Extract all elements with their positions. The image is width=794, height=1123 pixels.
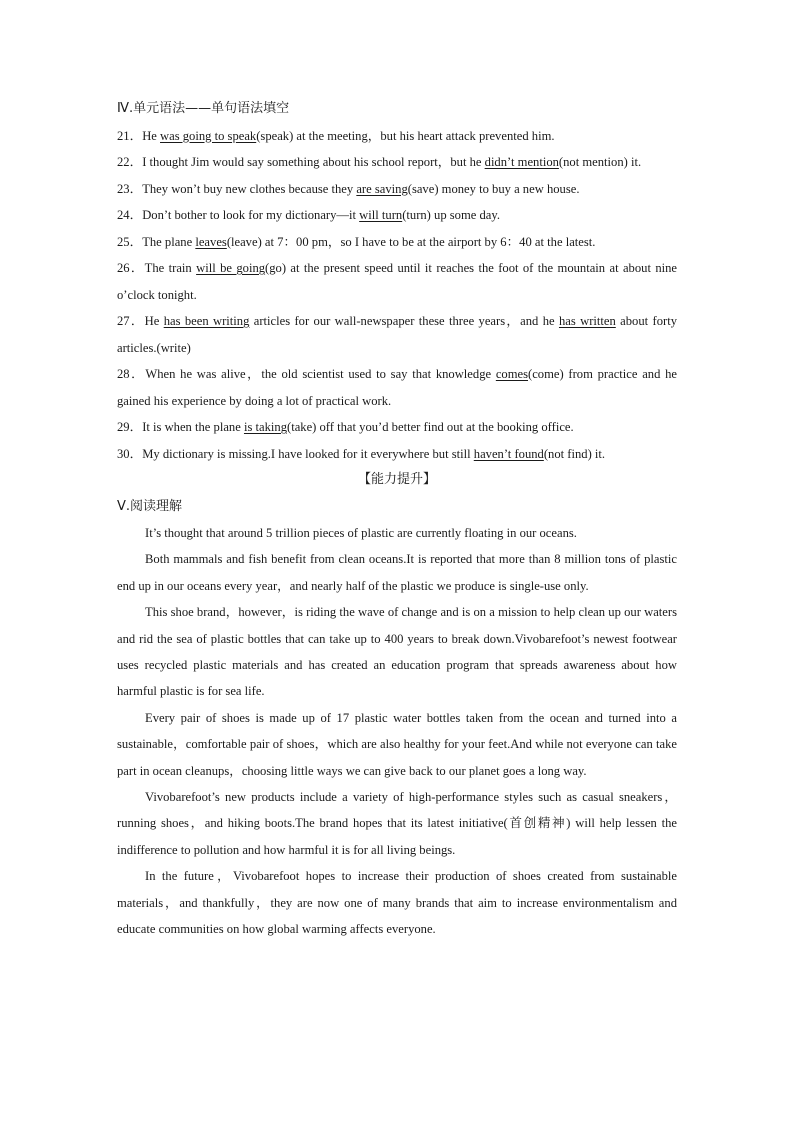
question-number: 30． <box>117 446 143 461</box>
reading-paragraph-3: This shoe brand，however，is riding the wave of change and is on a mission to help clean up our waters and rid the sea of plastic bottles that can take up to 400 years to break down.Vivobarefoot’s newest footwear uses recycled plastic materials and has created an education program that spreads awareness about how harmful plastic is for sea life. <box>117 605 677 699</box>
question-text: My dictionary is missing.I have looked for it everywhere but still <box>142 446 474 461</box>
answer: leaves <box>195 234 227 249</box>
question-number: 23． <box>117 181 143 196</box>
question-text: (save) money to buy a new house. <box>407 181 580 196</box>
question-number: 22． <box>117 155 143 169</box>
question-text: (not find) it. <box>543 446 606 461</box>
question-text: about forty articles.(write) <box>117 314 677 355</box>
question-text: (speak) at the meeting，but his heart attack prevented him. <box>256 128 555 143</box>
question-text: The plane <box>142 234 196 249</box>
question-number: 27． <box>117 314 145 328</box>
answer: is taking <box>243 420 287 434</box>
question-text: (go) at the present speed until it reaches the foot of the mountain at about nine o’clock tonight. <box>117 261 678 302</box>
question-text: He <box>144 314 164 328</box>
question-22 <box>117 149 677 176</box>
reading-paragraph-5: Vivobarefoot’s new products include a variety of high-performance styles such as casual sneakers，running shoes，and hiking boots.The brand hopes that its latest initiative(首创精神) will help lessen the indifference to pollution and how harmful it is for all living beings. <box>117 790 677 857</box>
question-text: (turn) up some day. <box>402 208 501 222</box>
question-text: When he was alive，the old scientist used to say that knowledge <box>145 367 496 381</box>
question-27 <box>117 308 677 361</box>
question-text: (not mention) it. <box>558 155 642 169</box>
reading-paragraph-6: In the future，Vivobarefoot hopes to increase their production of shoes created from sustainable materials，and thankfully，they are now one of many brands that aim to increase environmentalism and educate communities on how global warming affects everyone. <box>117 869 677 937</box>
section-5-title: Ⅴ.阅读理解 <box>117 498 183 514</box>
answer: haven’t found <box>473 446 544 461</box>
question-24 <box>117 202 677 229</box>
answer: didn’t mention <box>484 155 559 169</box>
answer: has written <box>558 314 616 328</box>
section-4-title: Ⅳ.单元语法——单句语法填空 <box>117 101 290 116</box>
question-text: (take) off that you’d better find out at the booking office. <box>287 420 574 434</box>
reading-paragraph-4: Every pair of shoes is made up of 17 plastic water bottles taken from the ocean and turned into a sustainable，comfortable pair of shoes，which are also healthy for your feet.And while not everyone can take part in ocean cleanups，choosing little ways we can give back to our planet goes a long way. <box>117 710 677 778</box>
question-text: He <box>142 128 161 143</box>
question-number: 26． <box>117 261 145 275</box>
question-text: The train <box>144 261 197 275</box>
reading-paragraph-1: It’s thought that around 5 trillion pieces of plastic are currently floating in our oceans. <box>145 526 577 540</box>
ability-heading: 【能力提升】 <box>357 472 436 487</box>
question-number: 21． <box>117 128 143 143</box>
question-number: 29． <box>117 420 143 434</box>
reading-paragraph-2: Both mammals and fish benefit from clean oceans.It is reported that more than 8 million tons of plastic end up in our oceans every year，and nearly half of the plastic we produce is single-use only. <box>117 552 677 593</box>
question-text: It is when the plane <box>142 420 244 434</box>
question-text: (come) from practice and he gained his experience by doing a lot of practical work. <box>117 367 678 408</box>
question-text: Don’t bother to look for my dictionary—it <box>142 208 360 222</box>
question-text: (leave) at 7：00 pm，so I have to be at the airport by 6：40 at the latest. <box>226 234 596 249</box>
question-30 <box>117 441 677 468</box>
question-number: 25． <box>117 234 143 249</box>
answer: has been writing <box>163 314 250 328</box>
answer: comes <box>495 367 529 381</box>
question-number: 28． <box>117 367 146 381</box>
question-text: They won’t buy new clothes because they <box>142 181 357 196</box>
question-29 <box>117 414 677 441</box>
answer: are saving <box>356 181 408 196</box>
question-26 <box>117 255 677 308</box>
answer: was going to speak <box>160 128 257 143</box>
question-25 <box>117 229 677 256</box>
question-text: I thought Jim would say something about his school report，but he <box>142 155 485 169</box>
answer: will turn <box>359 208 403 222</box>
question-23 <box>117 176 677 203</box>
question-number: 24． <box>117 208 143 222</box>
document-page <box>117 96 677 943</box>
question-text: articles for our wall-newspaper these three years，and he <box>249 314 559 328</box>
question-28 <box>117 361 677 414</box>
question-21 <box>117 123 677 150</box>
answer: will be going <box>196 261 266 275</box>
